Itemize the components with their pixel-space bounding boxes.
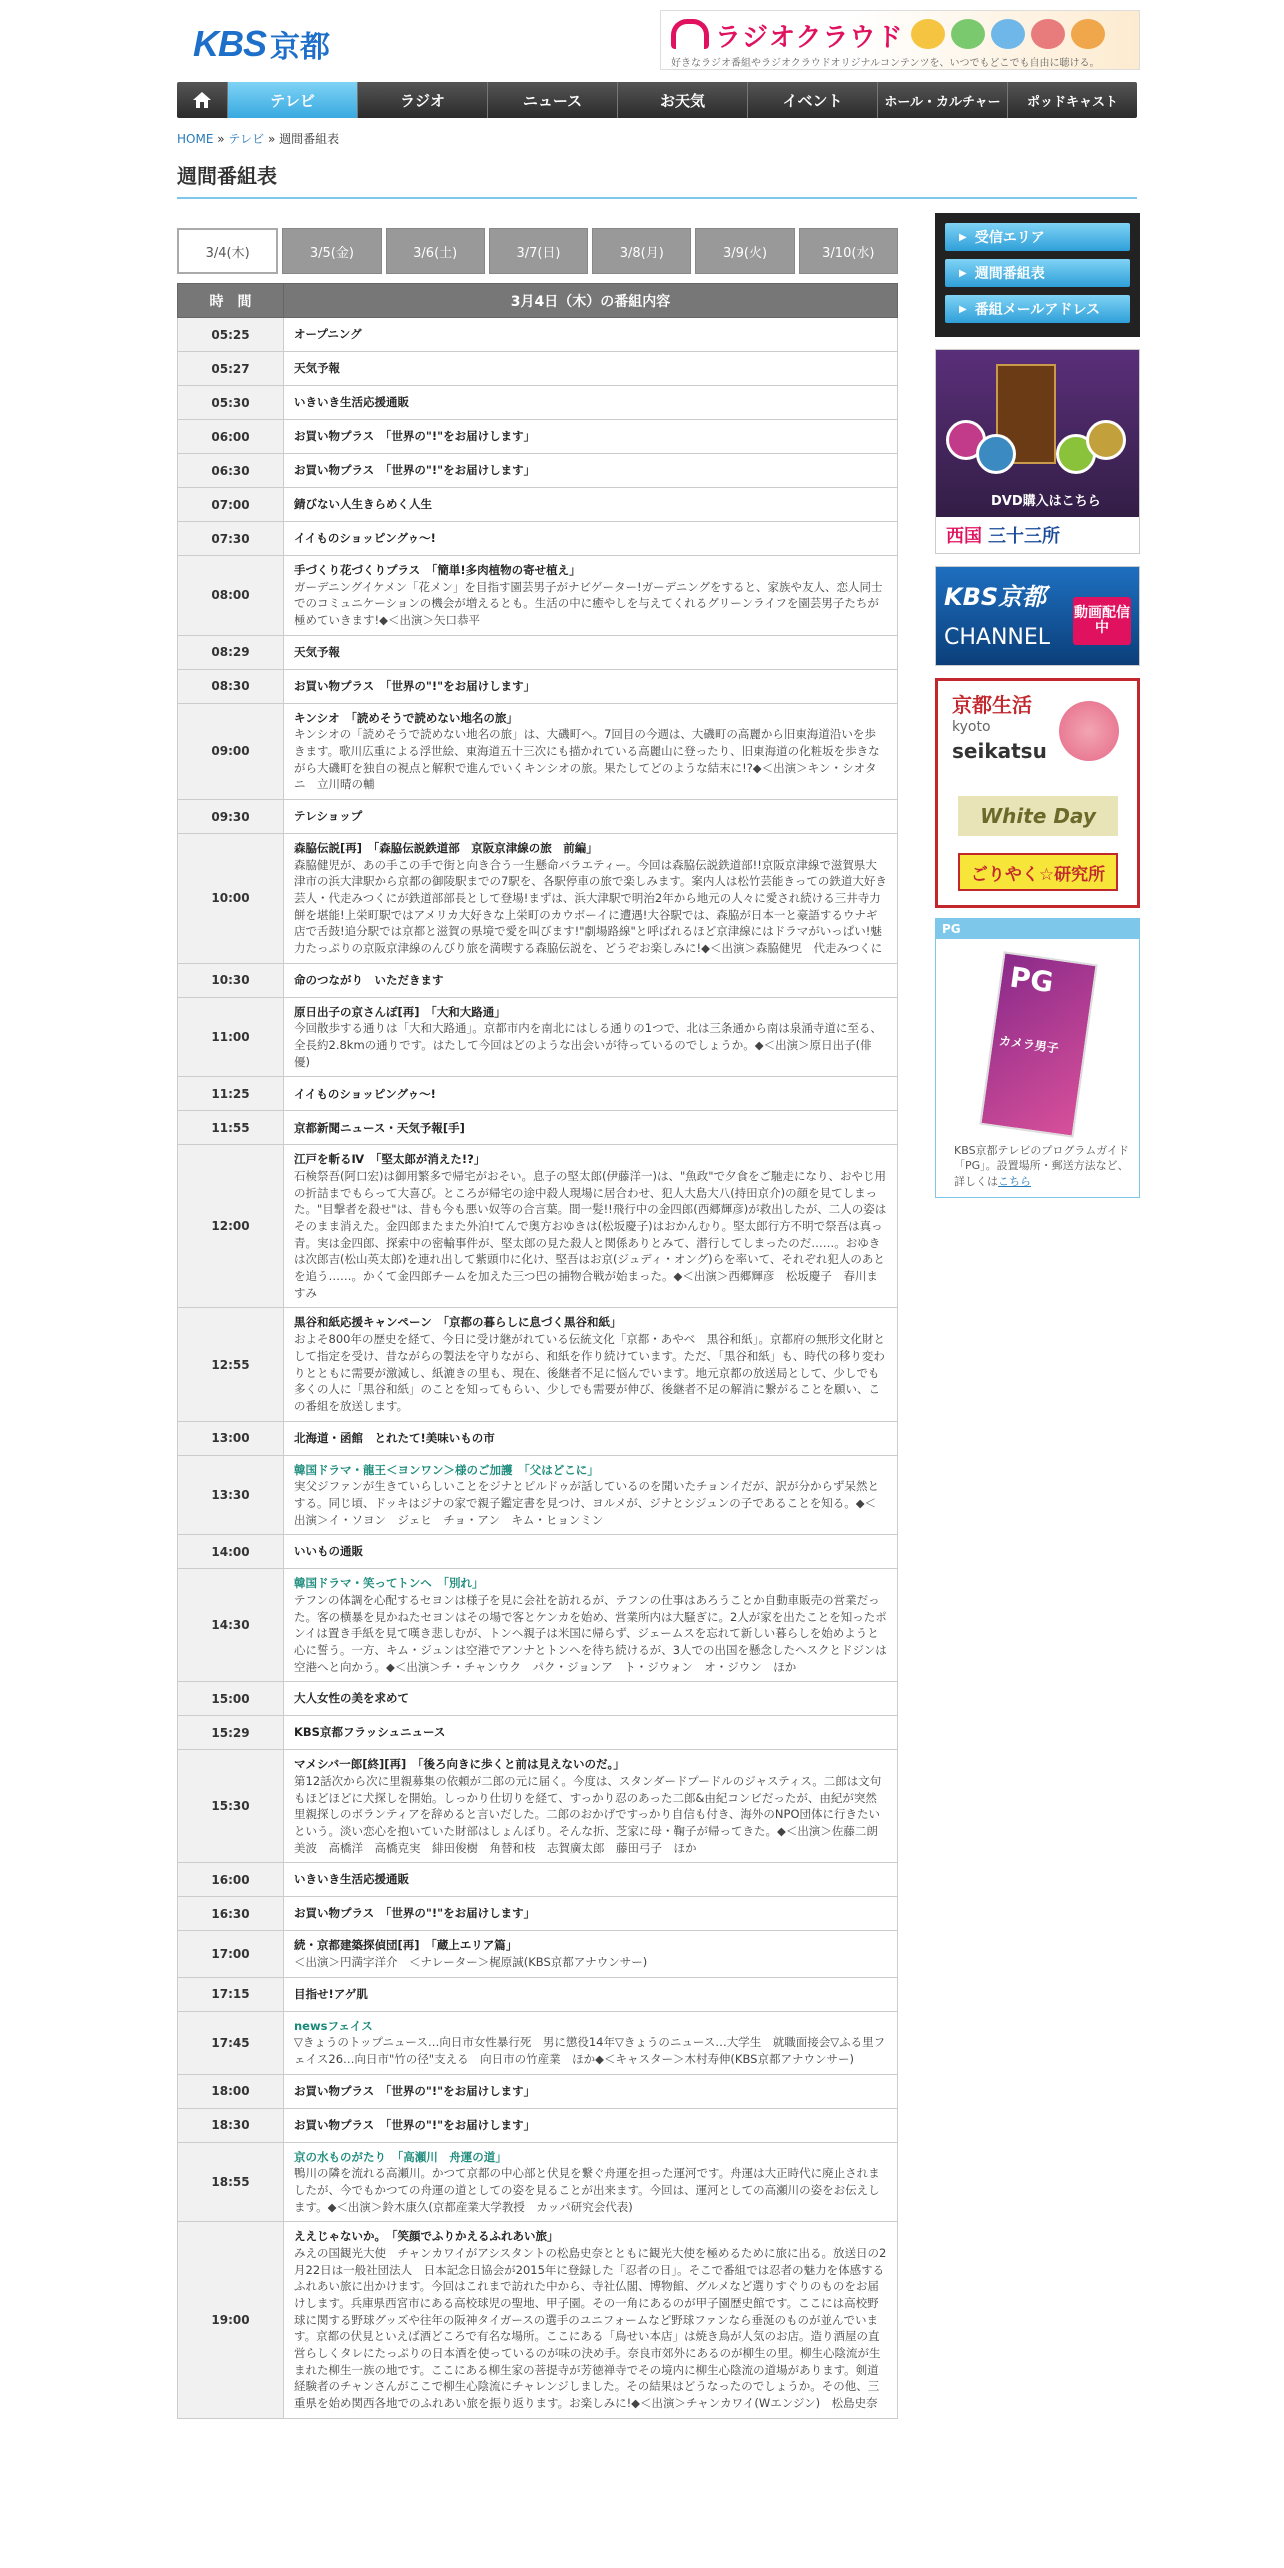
table-row bbox=[178, 963, 898, 997]
program-title: テレショップ bbox=[294, 809, 363, 824]
program-cell bbox=[284, 352, 898, 386]
tab-day-5[interactable]: 3/8(月) bbox=[592, 228, 691, 274]
page-title: 週間番組表 bbox=[177, 160, 1137, 199]
program-time: 19:00 bbox=[178, 2222, 284, 2418]
nav-home[interactable] bbox=[177, 82, 227, 118]
program-description: ガーデニングイケメン「花メン」を目指す園芸男子がナビゲーター!ガーデニングをすると、家族や友人、恋人同士でのコミュニケーションの機会が増えるとも。生活の中に癒やしを与えてくれるグリーンライフを園芸男子たちが極めていきます!◆＜出演＞矢口恭平 bbox=[294, 579, 883, 628]
goriyaku-lab: ごりやく☆研究所 bbox=[958, 853, 1118, 891]
program-time: 13:00 bbox=[178, 1421, 284, 1455]
program-title: ええじゃないか。 「笑顔でふりかえるふれあい旅」 bbox=[294, 2229, 559, 2244]
program-cell bbox=[284, 318, 898, 352]
pg-link[interactable]: こちら bbox=[998, 1174, 1031, 1188]
menu-weekly-schedule[interactable] bbox=[945, 259, 1130, 287]
program-title: キンシオ 「読めそうで読めない地名の旅」 bbox=[294, 710, 518, 725]
program-description: 実父ジファンが生きていらしいことをジナとピルドゥが話しているのを聞いたチョンイだが、訳が分からず呆然とする。同じ頃、ドッキはジナの家で親子鑑定書を見つけ、ヨルメが、ジナとシジュンの子であることを知る。◆＜出演＞イ・ソヨン ジェヒ チョ・アン キム・ヒョンミン bbox=[294, 1479, 880, 1527]
seikatsu-kyoto: kyoto bbox=[952, 719, 991, 735]
program-title: 天気予報 bbox=[294, 361, 340, 376]
program-time: 08:00 bbox=[178, 556, 284, 636]
sidebar bbox=[935, 213, 1140, 1198]
radiocloud-banner[interactable] bbox=[660, 10, 1140, 70]
video-badge: 動画配信中 bbox=[1073, 597, 1131, 645]
arrow-right-icon: ▶ bbox=[959, 267, 967, 279]
program-time: 13:30 bbox=[178, 1455, 284, 1535]
program-time: 15:30 bbox=[178, 1750, 284, 1863]
table-row bbox=[178, 1863, 898, 1897]
program-title: 京都新聞ニュース・天気予報[手] bbox=[294, 1120, 465, 1135]
pg-header: PG bbox=[936, 919, 1139, 939]
ad-kbs-channel[interactable] bbox=[935, 566, 1140, 666]
program-time: 08:29 bbox=[178, 635, 284, 669]
program-cell bbox=[284, 2108, 898, 2142]
table-row bbox=[178, 420, 898, 454]
program-cell bbox=[284, 1863, 898, 1897]
program-cell bbox=[284, 834, 898, 964]
tab-day-6[interactable]: 3/9(火) bbox=[695, 228, 794, 274]
program-cell bbox=[284, 1897, 898, 1931]
program-cell bbox=[284, 522, 898, 556]
ad-kyoto-seikatsu[interactable] bbox=[935, 678, 1140, 908]
program-title: 京の水ものがたり 「高瀬川 舟運の道」 bbox=[294, 2149, 507, 2164]
pg-book-sub: カメラ男子 bbox=[998, 1033, 1060, 1056]
program-time: 16:00 bbox=[178, 1863, 284, 1897]
seikatsu-word: seikatsu bbox=[952, 739, 1047, 763]
table-row bbox=[178, 2108, 898, 2142]
program-cell bbox=[284, 1716, 898, 1750]
table-row bbox=[178, 800, 898, 834]
program-title: お買い物プラス 「世界の"!"をお届けします」 bbox=[294, 1906, 536, 1921]
program-title: マメシバ一郎[終][再] 「後ろ向きに歩くと前は見えないのだ。」 bbox=[294, 1757, 625, 1772]
train-icon bbox=[911, 19, 945, 49]
program-title: 江戸を斬るⅣ 「堅太郎が消えた!?」 bbox=[294, 1152, 486, 1167]
day-tabs bbox=[177, 228, 898, 274]
program-cell bbox=[284, 420, 898, 454]
program-title: 命のつながり いただきます bbox=[294, 972, 444, 987]
program-description: 森脇健児が、あの手この手で街と向き合う一生懸命バラエティー。今回は森脇伝説鉄道部!!京阪京津線で滋賀県大津市の浜大津駅から京都の御陵駅までの7駅を、各駅停車の旅で楽しみます。案内人は松竹芸能きっての鉄道大好き芸人・代走みつくにが鉄道部部長として登場!まずは、浜大津駅で明治2年から地元の人々に愛され続ける三井寺力餅を堪能!上栄町駅ではアメリカ大好きな上栄町のカウボーイに遭遇!大谷駅では、森脇が日本一と豪語するウナギ店で舌鼓!追分駅では京都と滋賀の県境で愛を叫びます!"劇場路線"と呼ばれるほど京津線にはドラマがいっぱい!魅力たっぷりの京阪京津線のんびり旅を満喫する森脇伝説を、どうぞお楽しみに!◆＜出演＞森脇健児 代走みつくに bbox=[294, 857, 887, 956]
program-cell bbox=[284, 1145, 898, 1308]
table-row bbox=[178, 669, 898, 703]
pg-book-cover bbox=[979, 951, 1097, 1138]
nav-podcast[interactable]: ポッドキャスト bbox=[1007, 82, 1137, 118]
pg-description bbox=[936, 1139, 1139, 1197]
table-row bbox=[178, 1421, 898, 1455]
tab-day-3[interactable]: 3/6(土) bbox=[386, 228, 485, 274]
program-title: 韓国ドラマ・龍王＜ヨンワン＞様のご加護 「父はどこに」 bbox=[294, 1462, 599, 1477]
program-time: 09:30 bbox=[178, 800, 284, 834]
program-title: いきいき生活応援通販 bbox=[294, 1872, 409, 1887]
program-cell bbox=[284, 386, 898, 420]
program-cell bbox=[284, 2074, 898, 2108]
banner-title: ラジオクラウド bbox=[715, 23, 904, 53]
global-nav bbox=[177, 82, 1137, 118]
table-row bbox=[178, 2142, 898, 2222]
table-row bbox=[178, 318, 898, 352]
table-row bbox=[178, 1716, 898, 1750]
seikatsu-title: 京都生活 bbox=[952, 693, 1032, 717]
program-title: 手づくり花づくりプラス 「簡単!多肉植物の寄せ植え」 bbox=[294, 563, 581, 577]
pg-box bbox=[935, 918, 1140, 1198]
dvd-purchase-text: DVD購入はこちら bbox=[991, 494, 1101, 509]
program-time: 06:30 bbox=[178, 454, 284, 488]
program-title: お買い物プラス 「世界の"!"をお届けします」 bbox=[294, 429, 536, 444]
program-cell bbox=[284, 1421, 898, 1455]
header-time: 時 間 bbox=[178, 284, 284, 318]
program-description: 今回散歩する通りは「大和大路通」。京都市内を南北にはしる通りの1つで、北は三条通から南は泉涌寺道に至る、全長約2.8kmの通りです。はたして今回はどのような出会いが待っているのでしょうか。◆＜出演＞原日出子(俳優) bbox=[294, 1021, 882, 1069]
table-row bbox=[178, 1077, 898, 1111]
program-title: 続・京都建築探偵団[再] 「蔵上エリア篇」 bbox=[294, 1938, 518, 1953]
program-time: 05:25 bbox=[178, 318, 284, 352]
program-title: KBS京都フラッシュニュース bbox=[294, 1725, 446, 1740]
tab-day-4[interactable]: 3/7(日) bbox=[489, 228, 588, 274]
header-content: 3月4日（木）の番組内容 bbox=[284, 284, 898, 318]
program-cell bbox=[284, 1111, 898, 1145]
white-day-image: White Day bbox=[958, 796, 1118, 836]
program-title: いきいき生活応援通販 bbox=[294, 395, 409, 410]
table-row bbox=[178, 352, 898, 386]
table-row bbox=[178, 386, 898, 420]
pg-book-title: PG bbox=[1007, 960, 1056, 1000]
program-title: 原日出子の京さんぽ[再] 「大和大路通」 bbox=[294, 1004, 506, 1019]
program-title: 目指せ!アゲ肌 bbox=[294, 1986, 368, 2001]
program-description: キンシオの「読めそうで読めない地名の旅」は、大磯町へ。7回目の今週は、大磯町の高麗から旧東海道沿いを歩きます。歌川広重による浮世絵、東海道五十三次にも描かれている高麗山に登ったり、旧東海道の化粧坂を歩きながら大磯町を独自の視点と解釈で進んでいくキンシオの旅。果たしてどのような結末に!?◆＜出演＞キン・シオタニ 立川晴の輔 bbox=[294, 727, 880, 792]
logo-jp: 京都 bbox=[270, 30, 331, 65]
program-cell bbox=[284, 800, 898, 834]
table-row bbox=[178, 1111, 898, 1145]
table-row bbox=[178, 834, 898, 964]
menu-label: 週間番組表 bbox=[974, 266, 1045, 282]
pg-image[interactable] bbox=[936, 939, 1139, 1139]
banner-subtitle: 好きなラジオ番組やラジオクラウドオリジナルコンテンツを、いつでもどこでも自由に聴ける。 bbox=[671, 58, 1100, 69]
program-cell bbox=[284, 703, 898, 799]
nav-event[interactable]: イベント bbox=[747, 82, 877, 118]
menu-program-email[interactable] bbox=[945, 295, 1130, 323]
nav-radio[interactable]: ラジオ bbox=[357, 82, 487, 118]
program-time: 15:29 bbox=[178, 1716, 284, 1750]
nav-news[interactable]: ニュース bbox=[487, 82, 617, 118]
channel-logo: KBS京都 bbox=[944, 583, 1047, 611]
program-cell bbox=[284, 635, 898, 669]
program-description: 鴨川の隣を流れる高瀬川。かつて京都の中心部と伏見を繋ぐ舟運を担った運河です。舟運は大正時代に廃止されましたが、今でもかつての舟運の道としての姿を見ることが出来ます。今回は、運河としての高瀬川の姿をお伝えします。◆＜出演＞鈴木康久(京都産業大学教授 カッパ研究会代表) bbox=[294, 2166, 880, 2214]
headphone-icon bbox=[671, 19, 709, 49]
table-row bbox=[178, 635, 898, 669]
table-row bbox=[178, 1145, 898, 1308]
table-row bbox=[178, 556, 898, 636]
program-cell bbox=[284, 488, 898, 522]
program-cell bbox=[284, 1750, 898, 1863]
program-cell bbox=[284, 1931, 898, 1977]
program-title: 北海道・函館 とれたて!美味いもの市 bbox=[294, 1430, 495, 1445]
table-row bbox=[178, 1897, 898, 1931]
program-time: 11:25 bbox=[178, 1077, 284, 1111]
table-row bbox=[178, 1931, 898, 1977]
table-row bbox=[178, 1682, 898, 1716]
table-row bbox=[178, 1977, 898, 2011]
program-description: テフンの体調を心配するセヨンは様子を見に会社を訪れるが、テフンの仕事はあろうことか自動車販売の営業だった。客の横暴を見かねたセヨンはその場で客とケンカを始め、営業所内は大騒ぎに。2人が家を出たことを知ったポンイは置き手紙を見て嘆き悲しむが、トンヘ親子は米国に帰らず、ジェームスを忘れて新しい暮らしを始めようと心に誓う。一方、キム・ジュンは空港でアンナとトンヘを待ち続けるが、3人での出国を懸念したヘスクとドジンは空港へと向かう。◆＜出演＞チ・チャンウク パク・ジョンア ト・ジウォン オ・ジウン ほか bbox=[294, 1592, 887, 1674]
table-row bbox=[178, 488, 898, 522]
menu-label: 受信エリア bbox=[974, 230, 1045, 246]
pg-text: KBS京都テレビのプログラムガイド「PG」。設置場所・郵送方法など、詳しくは bbox=[954, 1144, 1129, 1188]
program-title: 森脇伝説[再] 「森脇伝説鉄道部 京阪京津線の旅 前編」 bbox=[294, 841, 598, 856]
arrow-right-icon: ▶ bbox=[959, 231, 967, 243]
side-menu bbox=[935, 213, 1140, 337]
home-icon bbox=[192, 91, 212, 109]
program-time: 17:45 bbox=[178, 2011, 284, 2074]
program-time: 17:15 bbox=[178, 1977, 284, 2011]
table-row bbox=[178, 703, 898, 799]
program-time: 07:00 bbox=[178, 488, 284, 522]
program-title: オープニング bbox=[294, 327, 362, 342]
channel-text: CHANNEL bbox=[944, 625, 1051, 650]
program-time: 05:27 bbox=[178, 352, 284, 386]
breadcrumb-separator: » bbox=[268, 132, 276, 146]
bus-icon bbox=[951, 19, 985, 49]
program-cell bbox=[284, 2142, 898, 2222]
schedule-table bbox=[177, 283, 898, 2419]
program-cell bbox=[284, 454, 898, 488]
program-cell bbox=[284, 1569, 898, 1682]
program-description: みえの国観光大使 チャンカワイがアシスタントの松島史奈とともに観光大使を極めるために旅に出る。放送日の2月22日は一般社団法人 日本記念日協会が2015年に登録した「忍者の日」。そこで番組では忍者の魅力を体感するふれあい旅に出かけます。今回はこれまで訪れた中から、寺社仏閣、博物館、グルメなど選りすぐりのものをお届けします。兵庫県西宮市にある高校球児の聖地、甲子園。その一角にあるのが甲子園歴史館です。ここには高校野球に関する野球グッズや往年の阪神タイガースの選手のユニフォームなど野球ファンなら垂涎のものが並んでいます。京都の伏見といえば酒どころで有名な場所。ここにある「鳥せい本店」は焼き鳥が人気のお店。造り酒屋の直営らしくタレにたっぷりの日本酒を使っているのが味の決め手。奈良市郊外にあるのが柳生の里。柳生心陰流が生まれた柳生一族の地です。ここにある柳生家の菩提寺が芳徳禅寺でその境内に柳生心陰流の道場があります。剣道経験者のチャンさんがここで柳生心陰流にチャレンジしました。その結果はどうなったのでしょうか。その他、三重県を始め関西各地でのふれあい旅を振り返ります。お楽しみに!◆＜出演＞チャンカワイ(Wエンジン) 松島史奈 bbox=[294, 2245, 887, 2411]
table-row bbox=[178, 997, 898, 1077]
program-time: 15:00 bbox=[178, 1682, 284, 1716]
saigoku-seal bbox=[936, 517, 1140, 553]
schedule-body bbox=[178, 318, 898, 2419]
program-title: 錆びない人生きらめく人生 bbox=[294, 497, 432, 512]
breadcrumb-current: 週間番組表 bbox=[279, 132, 340, 146]
program-cell bbox=[284, 963, 898, 997]
program-cell bbox=[284, 1977, 898, 2011]
program-description: 第12話次から次に里親募集の依頼が二郎の元に届く。今度は、スタンダードプードルのジャスティス。二郎は文句もほどほどに犬探しを開始。しっかり仕切りを経て、すっかり忍のあった二郎&由紀コンビだったが、由紀が突然里親探しのボランティアを辞めると言いだした。二郎のおかげですっかり自信も付き、海外のNPO団体に行きたいという。淡い恋心を抱いていた財部はしょんぼり。そんな折、芝家に母・鞠子が帰ってきた。◆＜出演＞佐藤二朗 美波 高橋洋 高橋克実 緋田俊樹 角替和枝 志賀廣太郎 藤田弓子 ほか bbox=[294, 1773, 890, 1855]
menu-label: 番組メールアドレス bbox=[974, 302, 1101, 318]
program-title: 天気予報 bbox=[294, 644, 340, 659]
arrow-right-icon: ▶ bbox=[959, 303, 967, 315]
program-title: 韓国ドラマ・笑ってトンヘ 「別れ」 bbox=[294, 1576, 484, 1591]
program-time: 11:00 bbox=[178, 997, 284, 1077]
program-cell bbox=[284, 1077, 898, 1111]
program-cell bbox=[284, 556, 898, 636]
table-row bbox=[178, 2222, 898, 2418]
program-title: 黒谷和紙応援キャンペーン 「京都の暮らしに息づく黒谷和紙」 bbox=[294, 1315, 622, 1330]
program-time: 12:55 bbox=[178, 1308, 284, 1421]
program-time: 18:00 bbox=[178, 2074, 284, 2108]
nav-hall-culture[interactable]: ホール・カルチャー bbox=[877, 82, 1007, 118]
bicycle-icon bbox=[1031, 19, 1065, 49]
kbs-logo[interactable] bbox=[193, 24, 330, 64]
program-title: イイものショッピングゥ～! bbox=[294, 531, 436, 546]
program-time: 16:30 bbox=[178, 1897, 284, 1931]
program-cell bbox=[284, 1455, 898, 1535]
seal-main-text: 三十三所 bbox=[988, 526, 1060, 547]
table-row bbox=[178, 1535, 898, 1569]
program-description: およそ800年の歴史を経て、今日に受け継がれている伝統文化「京都・あやべ 黒谷和紙」。京都府の無形文化財として指定を受け、昔ながらの製法を守りながら、和紙を作り続けています。ただ、「黒谷和紙」も、時代の移り変わりとともに需要が激減し、紙漉きの里も、現在、後継者不足に悩んでいます。地元京都の放送局として、少しでも多くの人に「黒谷和紙」のことを知ってもらい、少しでも需要が伸び、後継者不足の解消に繋がることを願い、この番組を放送します。 bbox=[294, 1332, 885, 1413]
program-time: 18:30 bbox=[178, 2108, 284, 2142]
program-title: イイものショッピングゥ～! bbox=[294, 1086, 436, 1101]
program-title: お買い物プラス 「世界の"!"をお届けします」 bbox=[294, 2117, 536, 2132]
program-cell bbox=[284, 2222, 898, 2418]
tab-day-1[interactable]: 3/4(木) bbox=[177, 228, 278, 274]
menu-reception-area[interactable] bbox=[945, 223, 1130, 251]
program-title: 大人女性の美を求めて bbox=[294, 1691, 409, 1706]
program-title: お買い物プラス 「世界の"!"をお届けします」 bbox=[294, 678, 536, 693]
program-cell bbox=[284, 1682, 898, 1716]
program-time: 14:00 bbox=[178, 1535, 284, 1569]
program-description: 石検祭吾(阿口宏)は御用繁多で帰宅がおそい。息子の堅太郎(伊藤洋一)は、"魚政"で夕食をご馳走になり、おやじ用の折詰までもらって大喜び。ところが帰宅の途中殺人現場に居合わせ、犯人大島大八(持田京介)の顔を見てしまった。"目撃者を殺せ"は、昔も今も悪い奴等の合言葉。間一髪!!飛行中の金四郎(西郷輝彦)が救出したが、二人の姿はそのまま消えた。金四郎またまた外泊!てんで奥方おゆきは(松坂慶子)はおかんむり。堅太郎行方不明で祭吾は真っ青。実は金四郎、探索中の密輸事件が、堅太郎の見た殺人と関係ありとみて、潜行してしまったのだ……。おゆきは次郎吉(松山英太郎)を連れ出して紫頭巾に化け、堅吾はお京(ジュディ・オング)らを率いて、それぞれ犯人のあとを追う……。かくて金四郎チームを加えた三つ巴の捕物合戦が始まった。◆＜出演＞西郷輝彦 松坂慶子 春川ますみ bbox=[294, 1169, 887, 1300]
program-cell bbox=[284, 1535, 898, 1569]
program-time: 05:30 bbox=[178, 386, 284, 420]
program-time: 07:30 bbox=[178, 522, 284, 556]
car-icon bbox=[991, 19, 1025, 49]
breadcrumb bbox=[177, 130, 339, 147]
program-time: 09:00 bbox=[178, 703, 284, 799]
bike-icon bbox=[1071, 19, 1105, 49]
breadcrumb-separator: » bbox=[217, 132, 225, 146]
program-cell bbox=[284, 669, 898, 703]
program-title: お買い物プラス 「世界の"!"をお届けします」 bbox=[294, 2083, 536, 2098]
nav-tv[interactable]: テレビ bbox=[227, 82, 357, 118]
program-time: 11:55 bbox=[178, 1111, 284, 1145]
program-title: newsフェイス bbox=[294, 2018, 373, 2033]
dvd-discs-image bbox=[946, 410, 1131, 480]
program-time: 10:00 bbox=[178, 834, 284, 964]
program-time: 08:30 bbox=[178, 669, 284, 703]
program-time: 14:30 bbox=[178, 1569, 284, 1682]
table-row bbox=[178, 1455, 898, 1535]
program-cell bbox=[284, 1308, 898, 1421]
table-row bbox=[178, 522, 898, 556]
program-time: 17:00 bbox=[178, 1931, 284, 1977]
program-description: ▽きょうのトップニュース…向日市女性暴行死 男に懲役14年▽きょうのニュース…大学生 就職面接会▽ふる里フェイス26…向日市"竹の径"支える 向日市の竹産業 ほか◆＜キャスター＞木村寿伸(KBS京都アナウンサー) bbox=[294, 2035, 886, 2066]
program-time: 18:55 bbox=[178, 2142, 284, 2222]
tab-day-7[interactable]: 3/10(水) bbox=[799, 228, 898, 274]
breadcrumb-tv[interactable]: テレビ bbox=[228, 132, 265, 146]
program-title: お買い物プラス 「世界の"!"をお届けします」 bbox=[294, 463, 536, 478]
program-time: 10:30 bbox=[178, 963, 284, 997]
ad-dvd-saigoku[interactable] bbox=[935, 349, 1140, 554]
program-cell bbox=[284, 997, 898, 1077]
logo-en: KBS bbox=[193, 23, 267, 64]
program-time: 06:00 bbox=[178, 420, 284, 454]
flower-icon bbox=[1059, 701, 1119, 761]
program-cell bbox=[284, 2011, 898, 2074]
table-row bbox=[178, 454, 898, 488]
table-row bbox=[178, 1308, 898, 1421]
program-description: ＜出演＞円満字洋介 ＜ナレーター＞梶原誠(KBS京都アナウンサー) bbox=[294, 1954, 648, 1969]
table-row bbox=[178, 1569, 898, 1682]
program-time: 12:00 bbox=[178, 1145, 284, 1308]
program-title: いいもの通販 bbox=[294, 1544, 363, 1559]
nav-weather[interactable]: お天気 bbox=[617, 82, 747, 118]
table-row bbox=[178, 2011, 898, 2074]
seal-red-text: 西国 bbox=[946, 526, 982, 547]
breadcrumb-home[interactable]: HOME bbox=[177, 132, 214, 146]
tab-day-2[interactable]: 3/5(金) bbox=[282, 228, 381, 274]
table-row bbox=[178, 1750, 898, 1863]
table-row bbox=[178, 2074, 898, 2108]
